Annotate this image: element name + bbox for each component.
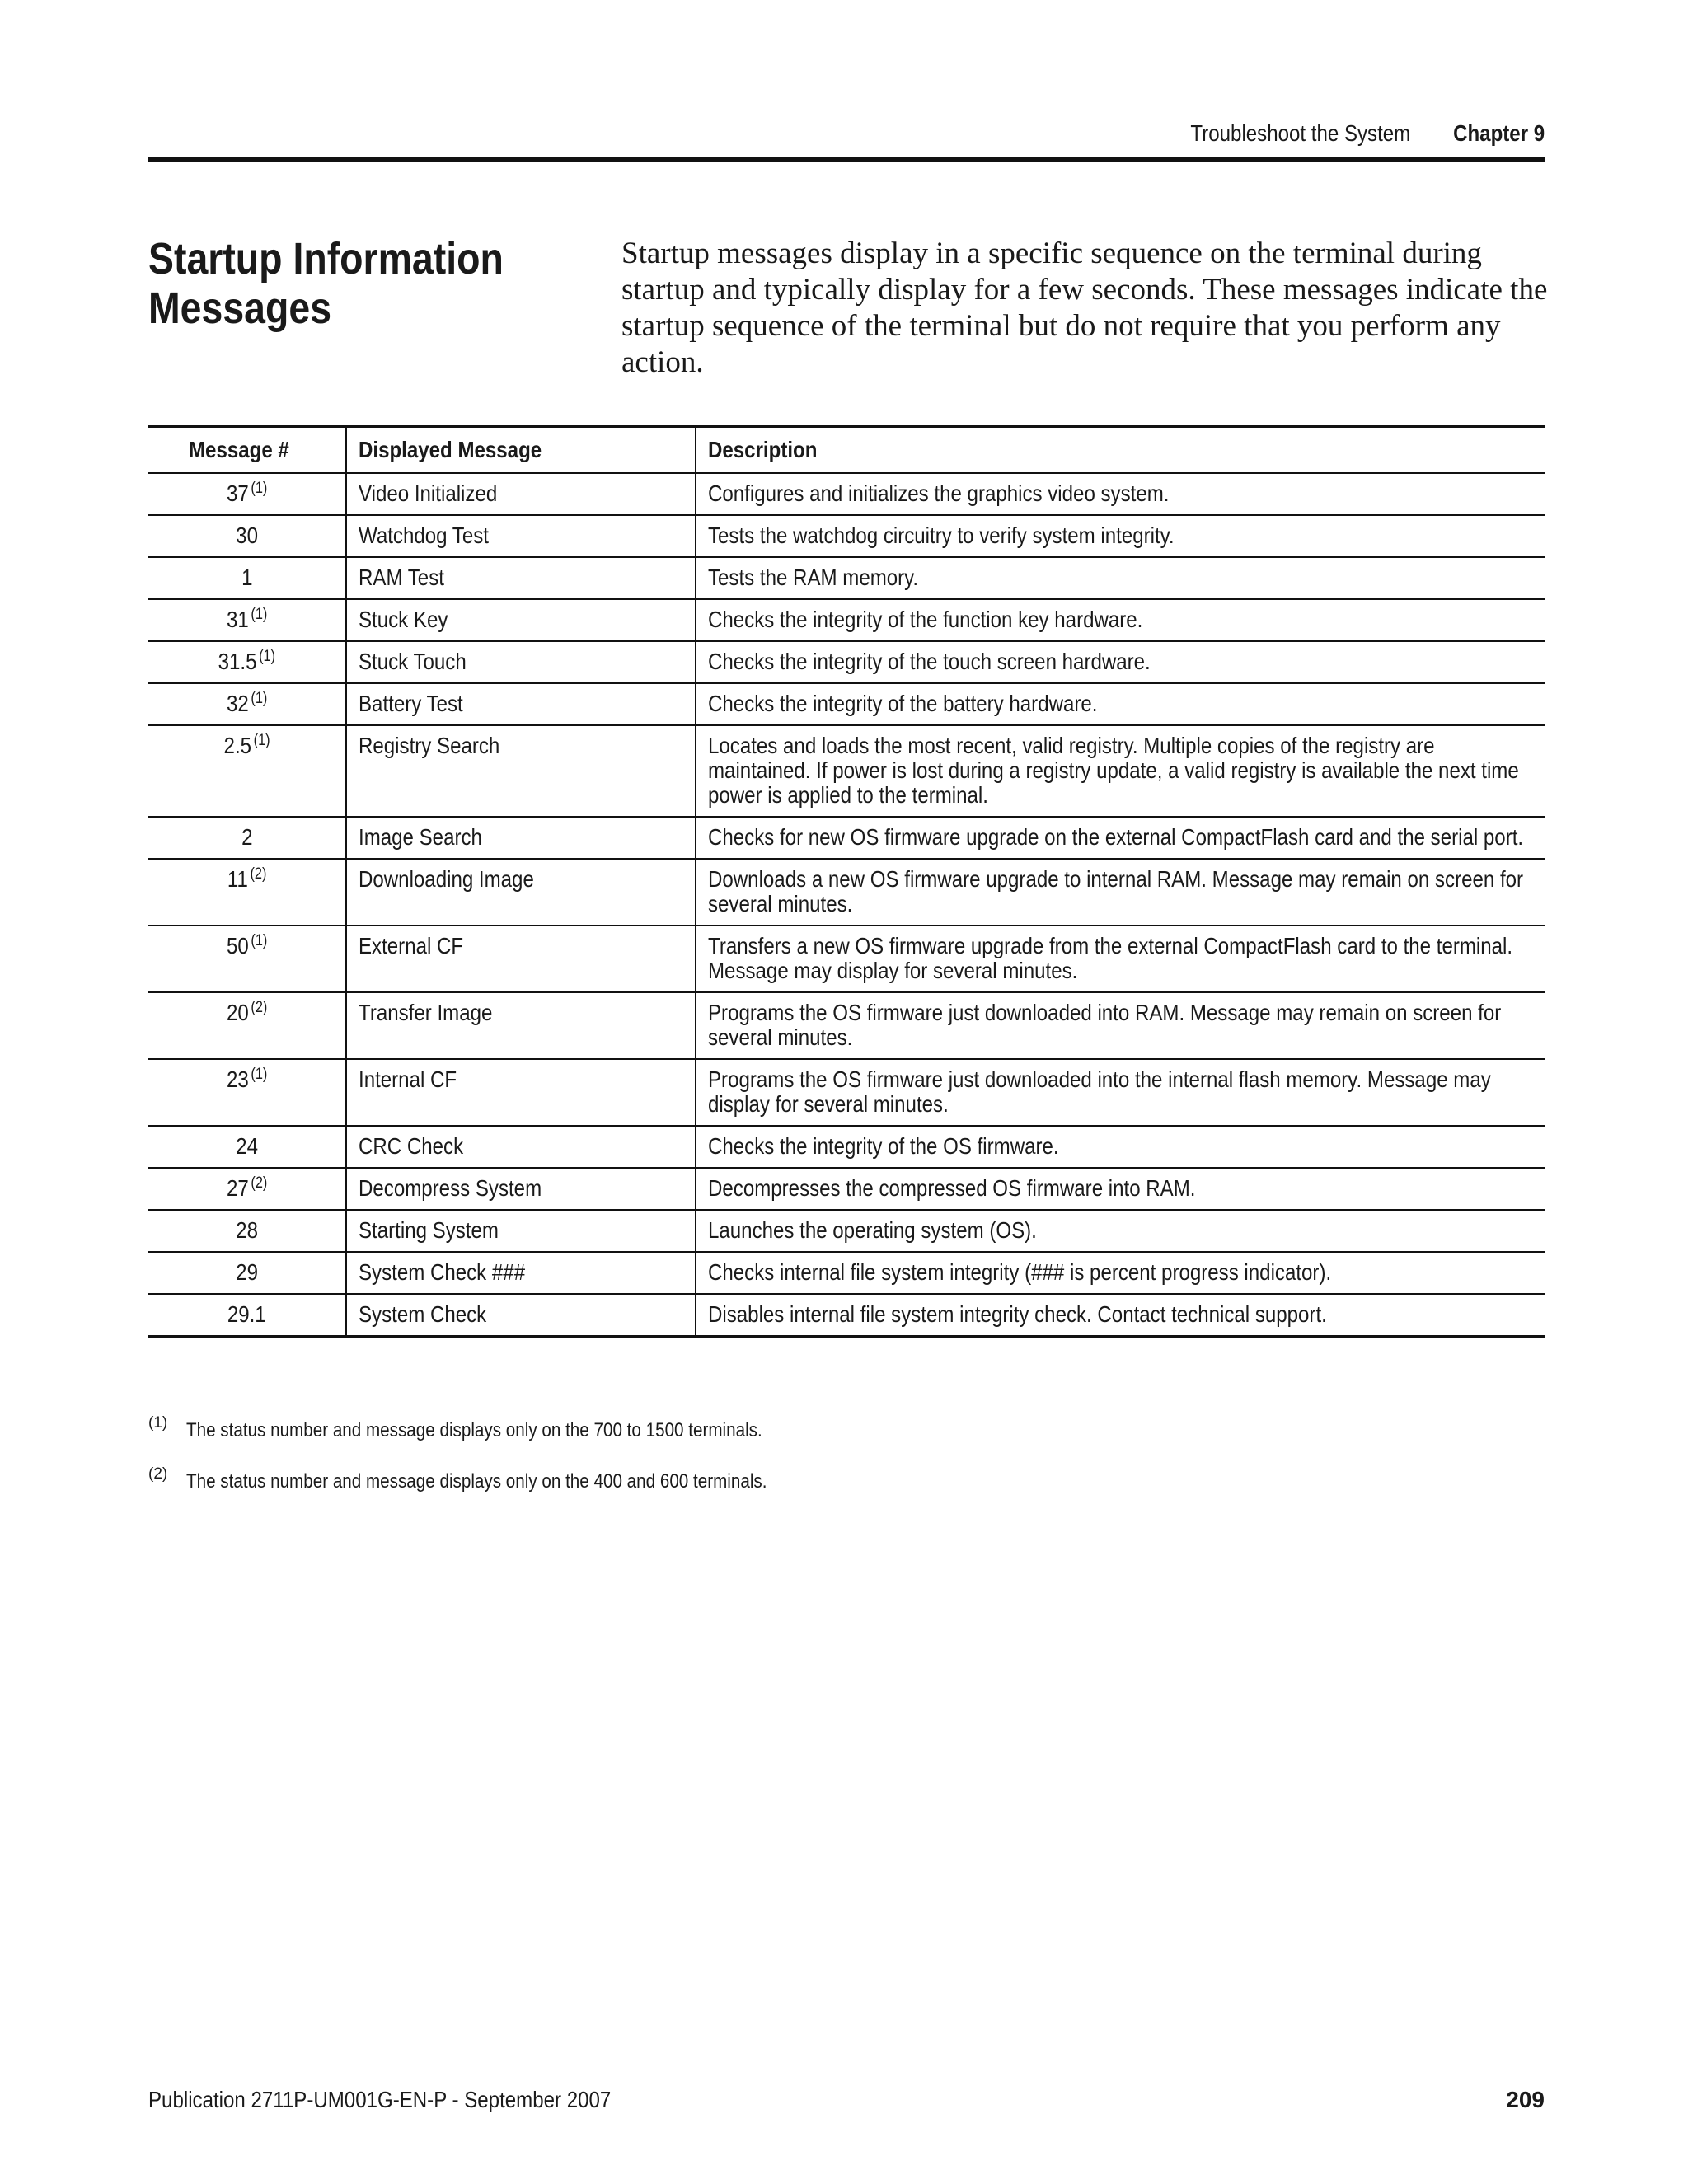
footnote-reference: (2) <box>251 1174 268 1192</box>
message-number: 31.5 <box>218 649 257 674</box>
message-number: 50 <box>226 933 249 958</box>
description-cell <box>696 599 1545 641</box>
table-row <box>148 1210 1545 1252</box>
table-row <box>148 725 1545 817</box>
page-number: 209 <box>1506 2087 1545 2112</box>
displayed-message-cell <box>346 817 696 859</box>
running-header-chapter: Chapter 9 <box>1452 120 1545 146</box>
displayed-message-cell <box>346 1126 696 1168</box>
message-number: 2.5 <box>223 733 251 758</box>
displayed-message: Decompress System <box>359 1175 542 1201</box>
displayed-message: Image Search <box>359 824 482 850</box>
footnote-text: The status number and message displays only on the 700 to 1500 terminals. <box>186 1419 762 1441</box>
table-header-row <box>148 427 1545 474</box>
description: Checks the integrity of the battery hardware. <box>708 691 1098 716</box>
displayed-message: RAM Test <box>359 565 444 590</box>
description-cell <box>696 1126 1545 1168</box>
message-number-cell <box>148 683 346 725</box>
displayed-message-cell <box>346 641 696 683</box>
table-row <box>148 1168 1545 1210</box>
footnote <box>148 1465 1545 1503</box>
description-cell <box>696 992 1545 1059</box>
displayed-message: CRC Check <box>359 1133 464 1159</box>
displayed-message: System Check ### <box>359 1259 526 1285</box>
footnote-reference: (1) <box>251 605 268 623</box>
description: Decompresses the compressed OS firmware into RAM. <box>708 1175 1196 1201</box>
displayed-message: System Check <box>359 1301 487 1327</box>
displayed-message: External CF <box>359 933 464 958</box>
table-body <box>148 473 1545 1337</box>
publication-footer: Publication 2711P-UM001G-EN-P - September 2007 <box>148 2087 612 2112</box>
description-cell <box>696 1210 1545 1252</box>
message-number-cell <box>148 641 346 683</box>
description-cell <box>696 725 1545 817</box>
footnote-mark: (2) <box>148 1465 168 1483</box>
footnote-reference: (1) <box>251 689 268 707</box>
displayed-message-cell <box>346 515 696 557</box>
running-header-section: Troubleshoot the System <box>1190 120 1410 146</box>
table-row <box>148 817 1545 859</box>
footnote-reference: (1) <box>251 931 268 949</box>
displayed-message-cell <box>346 557 696 599</box>
displayed-message: Registry Search <box>359 733 500 758</box>
displayed-message: Video Initialized <box>359 480 498 506</box>
footnotes <box>148 1414 1545 1521</box>
displayed-message-cell <box>346 683 696 725</box>
description: Locates and loads the most recent, valid registry. Multiple copies of the registry are maintained. If power is lost during a registry update, a valid registry is available the next time power is applied to the terminal. <box>708 733 1519 808</box>
header-rule <box>148 157 1545 162</box>
message-number-cell <box>148 473 346 515</box>
message-number-cell <box>148 1294 346 1337</box>
displayed-message: Battery Test <box>359 691 463 716</box>
message-number-cell <box>148 1126 346 1168</box>
description: Checks internal file system integrity (### is percent progress indicator). <box>708 1259 1332 1285</box>
table-row <box>148 473 1545 515</box>
column-header-message-number: Message # <box>148 427 346 474</box>
description: Checks the integrity of the touch screen hardware. <box>708 649 1151 674</box>
message-number-cell <box>148 599 346 641</box>
table-row <box>148 641 1545 683</box>
message-number: 37 <box>226 480 249 506</box>
footnote-mark: (1) <box>148 1414 168 1432</box>
message-number-cell <box>148 926 346 992</box>
table-row <box>148 992 1545 1059</box>
footnote-reference: (1) <box>253 731 270 749</box>
displayed-message-cell <box>346 1059 696 1126</box>
description-cell <box>696 683 1545 725</box>
footnote-reference: (2) <box>251 998 268 1016</box>
footnote <box>148 1414 1545 1452</box>
displayed-message-cell <box>346 1168 696 1210</box>
description: Transfers a new OS firmware upgrade from the external CompactFlash card to the terminal. Message may display for several minutes. <box>708 933 1513 983</box>
table-row <box>148 926 1545 992</box>
displayed-message-cell <box>346 926 696 992</box>
description: Tests the RAM memory. <box>708 565 919 590</box>
description: Launches the operating system (OS). <box>708 1217 1037 1243</box>
table-row <box>148 683 1545 725</box>
displayed-message: Watchdog Test <box>359 523 489 548</box>
message-number: 2 <box>241 824 253 850</box>
displayed-message-cell <box>346 859 696 926</box>
message-number: 24 <box>236 1133 258 1159</box>
message-number-cell <box>148 557 346 599</box>
displayed-message: Internal CF <box>359 1066 457 1092</box>
displayed-message: Stuck Key <box>359 607 448 632</box>
message-number: 29.1 <box>227 1301 266 1327</box>
running-header <box>148 117 1545 150</box>
description-cell <box>696 1059 1545 1126</box>
startup-messages-table-wrap <box>148 425 1545 1338</box>
displayed-message-cell <box>346 599 696 641</box>
message-number-cell <box>148 1252 346 1294</box>
message-number-cell <box>148 992 346 1059</box>
description-cell <box>696 1252 1545 1294</box>
footnote-reference: (1) <box>251 479 268 497</box>
displayed-message: Downloading Image <box>359 866 534 892</box>
message-number-cell <box>148 1059 346 1126</box>
message-number: 1 <box>241 565 253 590</box>
table-row <box>148 1126 1545 1168</box>
description-cell <box>696 473 1545 515</box>
table-row <box>148 599 1545 641</box>
description: Checks for new OS firmware upgrade on the external CompactFlash card and the serial port. <box>708 824 1524 850</box>
table-row <box>148 557 1545 599</box>
description-cell <box>696 1168 1545 1210</box>
description-cell <box>696 1294 1545 1337</box>
displayed-message-cell <box>346 725 696 817</box>
displayed-message: Starting System <box>359 1217 499 1243</box>
message-number: 20 <box>226 1000 249 1025</box>
message-number: 30 <box>236 523 258 548</box>
message-number: 27 <box>226 1175 249 1201</box>
description: Tests the watchdog circuitry to verify system integrity. <box>708 523 1175 548</box>
message-number-cell <box>148 859 346 926</box>
description-cell <box>696 926 1545 992</box>
footnote-reference: (2) <box>250 865 267 883</box>
message-number: 29 <box>236 1259 258 1285</box>
message-number: 32 <box>226 691 249 716</box>
description: Checks the integrity of the OS firmware. <box>708 1133 1059 1159</box>
footnote-text: The status number and message displays only on the 400 and 600 terminals. <box>186 1470 767 1493</box>
intro-paragraph: Startup messages display in a specific sequence on the terminal during startup and typically display for a few seconds. These messages indicate the startup sequence of the terminal but do not require that you perform any action. <box>621 237 1548 379</box>
description: Checks the integrity of the function key hardware. <box>708 607 1143 632</box>
message-number: 23 <box>226 1066 249 1092</box>
message-number-cell <box>148 515 346 557</box>
description-cell <box>696 817 1545 859</box>
table-row <box>148 515 1545 557</box>
message-number-cell <box>148 725 346 817</box>
message-number-cell <box>148 1168 346 1210</box>
description-cell <box>696 557 1545 599</box>
description: Downloads a new OS firmware upgrade to internal RAM. Message may remain on screen for several minutes. <box>708 866 1524 916</box>
displayed-message-cell <box>346 1294 696 1337</box>
table-header <box>148 427 1545 474</box>
description: Programs the OS firmware just downloaded into the internal flash memory. Message may display for several minutes. <box>708 1066 1491 1117</box>
displayed-message-cell <box>346 1252 696 1294</box>
message-number: 11 <box>227 866 248 892</box>
description-cell <box>696 641 1545 683</box>
description: Disables internal file system integrity check. Contact technical support. <box>708 1301 1327 1327</box>
footnote-reference: (1) <box>259 647 276 665</box>
displayed-message-cell <box>346 992 696 1059</box>
description-cell <box>696 859 1545 926</box>
table-row <box>148 859 1545 926</box>
section-title: Startup Information Messages <box>148 234 504 333</box>
description: Configures and initializes the graphics video system. <box>708 480 1170 506</box>
table-row <box>148 1252 1545 1294</box>
displayed-message: Transfer Image <box>359 1000 493 1025</box>
column-header-displayed-message: Displayed Message <box>346 427 696 474</box>
footnote-reference: (1) <box>251 1065 268 1083</box>
table-row <box>148 1294 1545 1337</box>
displayed-message-cell <box>346 473 696 515</box>
message-number: 28 <box>236 1217 258 1243</box>
displayed-message-cell <box>346 1210 696 1252</box>
description-cell <box>696 515 1545 557</box>
column-header-description: Description <box>696 427 1545 474</box>
description: Programs the OS firmware just downloaded into RAM. Message may remain on screen for several minutes. <box>708 1000 1502 1050</box>
message-number-cell <box>148 817 346 859</box>
displayed-message: Stuck Touch <box>359 649 467 674</box>
table-row <box>148 1059 1545 1126</box>
message-number-cell <box>148 1210 346 1252</box>
message-number: 31 <box>226 607 249 632</box>
startup-messages-table <box>148 425 1545 1338</box>
